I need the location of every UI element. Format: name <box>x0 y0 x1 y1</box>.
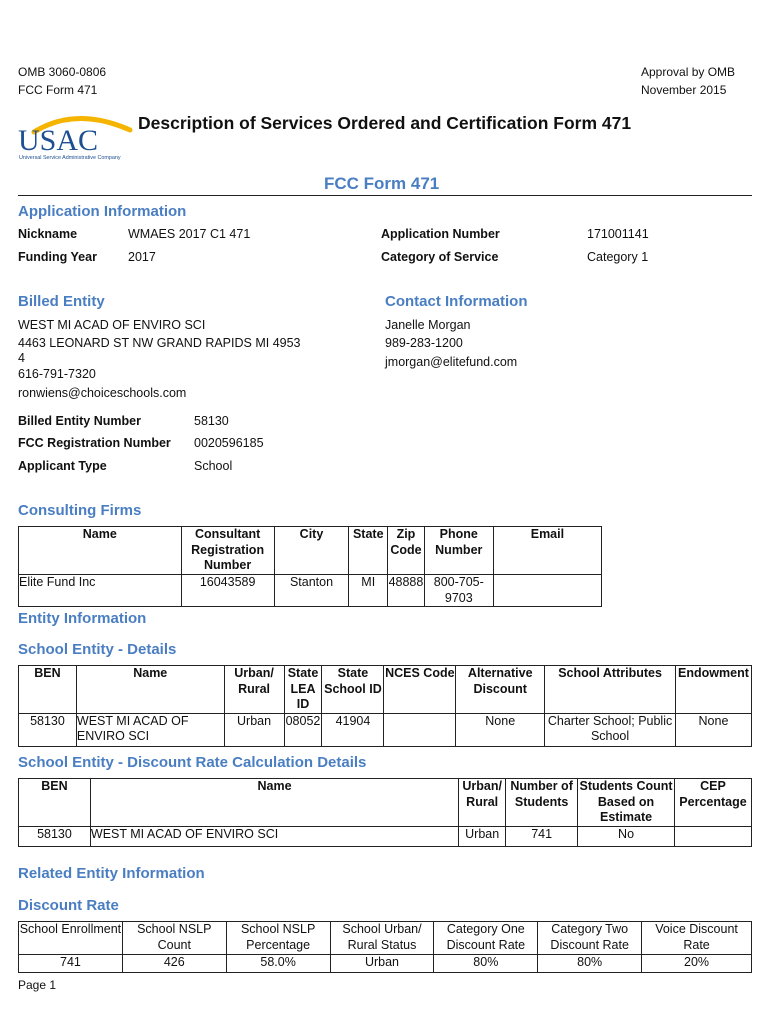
table-row <box>19 575 602 607</box>
billed-entity-address-1: 4463 LEONARD ST NW GRAND RAPIDS MI 4953 <box>18 336 301 350</box>
cell-city: Stanton <box>274 575 349 607</box>
fcc-registration-value: 0020596185 <box>194 436 264 450</box>
cell-cep-percentage <box>674 827 751 847</box>
cell-nslp-percentage: 58.0% <box>226 955 330 973</box>
entity-info-heading: Entity Information <box>18 610 147 627</box>
cell-voice-rate: 20% <box>642 955 752 973</box>
contact-email: jmorgan@elitefund.com <box>385 355 518 369</box>
cell-school-enrollment: 741 <box>19 955 123 973</box>
col-phone: Phone Number <box>424 527 493 575</box>
col-nslp-count: School NSLP Count <box>122 922 226 955</box>
billed-entity-name: WEST MI ACAD OF ENVIRO SCI <box>18 318 206 332</box>
col-state: State <box>349 527 388 575</box>
form-name: FCC Form 471 <box>324 174 440 193</box>
contact-name: Janelle Morgan <box>385 318 471 332</box>
ben-label: Billed Entity Number <box>18 414 141 428</box>
billed-entity-email: ronwiens@choiceschools.com <box>18 386 187 400</box>
table-header-row <box>19 922 752 955</box>
page-title: Description of Services Ordered and Certification Form 471 <box>138 113 632 133</box>
billed-entity-heading: Billed Entity <box>18 293 105 310</box>
funding-year-label: Funding Year <box>18 250 97 264</box>
application-number-value: 171001141 <box>587 227 649 241</box>
col-email: Email <box>493 527 601 575</box>
discount-calc-heading: School Entity - Discount Rate Calculation Details <box>18 754 367 771</box>
page-number: Page 1 <box>18 978 57 992</box>
table-row <box>19 827 752 847</box>
table-header-row <box>19 527 602 575</box>
col-ben: BEN <box>19 666 77 714</box>
cell-nces-code <box>384 713 456 746</box>
col-category-one-rate: Category One Discount Rate <box>434 922 538 955</box>
cell-state-school-id: 41904 <box>322 713 384 746</box>
consulting-firms-table <box>18 526 602 607</box>
cell-urban-rural-status: Urban <box>330 955 434 973</box>
col-urban-rural: Urban/ Rural <box>224 666 284 714</box>
col-ben: BEN <box>19 779 91 827</box>
cell-zip: 48888 <box>388 575 425 607</box>
form-label: FCC Form 471 <box>18 83 98 97</box>
table-row <box>19 713 752 746</box>
cell-urban-rural: Urban <box>224 713 284 746</box>
cell-category-one-rate: 80% <box>434 955 538 973</box>
category-label: Category of Service <box>381 250 499 264</box>
omb-approval: Approval by OMB <box>641 65 736 79</box>
applicant-type-value: School <box>194 459 233 473</box>
col-number-of-students: Number of Students <box>506 779 578 827</box>
funding-year-value: 2017 <box>128 250 156 264</box>
cell-category-two-rate: 80% <box>538 955 642 973</box>
omb-number: OMB 3060-0806 <box>18 65 107 79</box>
col-alternative-discount: Alternative Discount <box>456 666 545 714</box>
col-nslp-percentage: School NSLP Percentage <box>226 922 330 955</box>
col-urban-rural-status: School Urban/ Rural Status <box>330 922 434 955</box>
table-row <box>19 955 752 973</box>
logo-text: USAC <box>18 124 99 157</box>
col-voice-rate: Voice Discount Rate <box>642 922 752 955</box>
cell-ben: 58130 <box>19 827 91 847</box>
table-header-row <box>19 666 752 714</box>
ben-value: 58130 <box>194 414 229 428</box>
col-endowment: Endowment <box>675 666 751 714</box>
cell-school-attributes: Charter School; Public School <box>545 713 676 746</box>
col-zip: Zip Code <box>388 527 425 575</box>
logo-subtext: Universal Service Administrative Company <box>19 155 121 161</box>
nickname-label: Nickname <box>18 227 78 241</box>
cell-number-of-students: 741 <box>506 827 578 847</box>
application-number-label: Application Number <box>381 227 500 241</box>
omb-approval-date: November 2015 <box>641 83 727 97</box>
col-state-school-id: State School ID <box>322 666 384 714</box>
cell-phone: 800-705-9703 <box>424 575 493 607</box>
col-name: Name <box>19 527 182 575</box>
cell-endowment: None <box>675 713 751 746</box>
col-school-enrollment: School Enrollment <box>19 922 123 955</box>
discount-rate-heading: Discount Rate <box>18 897 119 914</box>
cell-name: WEST MI ACAD OF ENVIRO SCI <box>90 827 458 847</box>
cell-urban-rural: Urban <box>459 827 506 847</box>
consulting-firms-heading: Consulting Firms <box>18 502 142 519</box>
contact-phone: 989-283-1200 <box>385 336 463 350</box>
cell-name: WEST MI ACAD OF ENVIRO SCI <box>76 713 224 746</box>
col-city: City <box>274 527 349 575</box>
cell-email <box>493 575 601 607</box>
cell-state-lea-id: 08052 <box>284 713 322 746</box>
cell-name: Elite Fund Inc <box>19 575 182 607</box>
col-category-two-rate: Category Two Discount Rate <box>538 922 642 955</box>
col-students-estimate: Students Count Based on Estimate <box>578 779 675 827</box>
discount-calc-table <box>18 778 752 847</box>
table-header-row <box>19 779 752 827</box>
category-value: Category 1 <box>587 250 649 264</box>
school-details-table <box>18 665 752 747</box>
cell-state: MI <box>349 575 388 607</box>
col-state-lea-id: State LEA ID <box>284 666 322 714</box>
application-info-heading: Application Information <box>18 203 187 220</box>
col-urban-rural: Urban/ Rural <box>459 779 506 827</box>
related-entity-heading: Related Entity Information <box>18 865 205 882</box>
fcc-registration-label: FCC Registration Number <box>18 436 171 450</box>
usac-logo <box>16 112 134 162</box>
col-nces-code: NCES Code <box>384 666 456 714</box>
nickname-value: WMAES 2017 C1 471 <box>128 227 251 241</box>
col-name: Name <box>90 779 458 827</box>
school-details-heading: School Entity - Details <box>18 641 177 658</box>
header-divider <box>18 195 752 196</box>
cell-students-estimate: No <box>578 827 675 847</box>
cell-registration: 16043589 <box>181 575 274 607</box>
applicant-type-label: Applicant Type <box>18 459 107 473</box>
col-name: Name <box>76 666 224 714</box>
col-cep-percentage: CEP Percentage <box>674 779 751 827</box>
discount-rate-table <box>18 921 752 973</box>
cell-alternative-discount: None <box>456 713 545 746</box>
cell-nslp-count: 426 <box>122 955 226 973</box>
col-consultant-registration: Consultant Registration Number <box>181 527 274 575</box>
cell-ben: 58130 <box>19 713 77 746</box>
col-school-attributes: School Attributes <box>545 666 676 714</box>
billed-entity-phone: 616-791-7320 <box>18 367 96 381</box>
billed-entity-address-2: 4 <box>18 351 25 365</box>
contact-info-heading: Contact Information <box>385 293 528 310</box>
